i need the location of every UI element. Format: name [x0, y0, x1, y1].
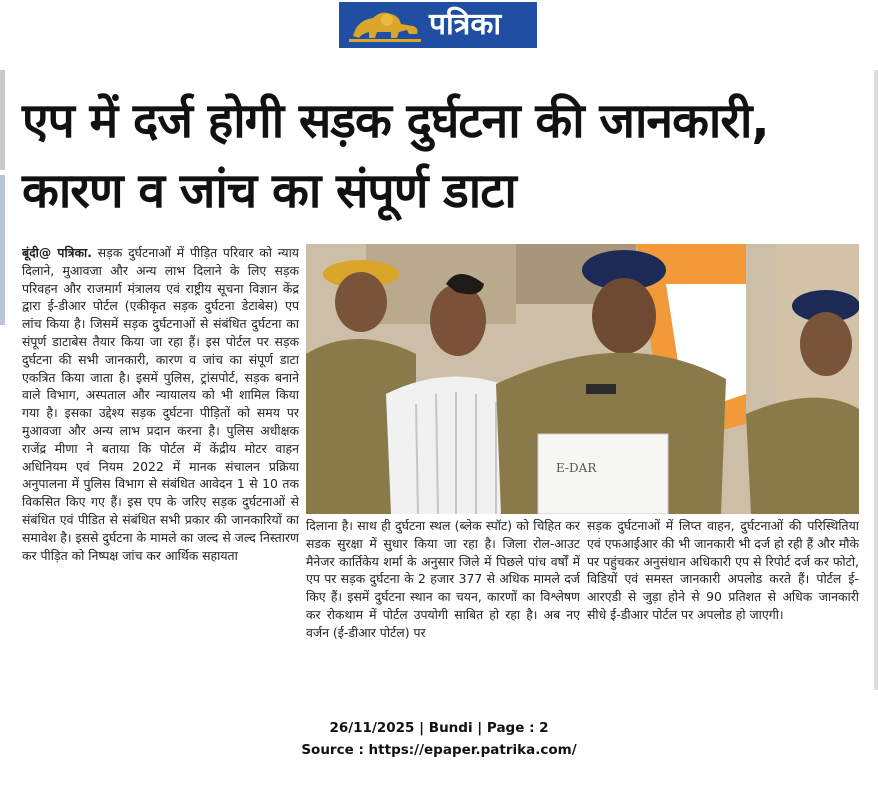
article-column-3: सड़क दुर्घटनाओं में लिप्त वाहन, दुर्घटनाओं की परिस्थितिया एवं एफआईआर की भी जानकारी भी दर्ज हो रही हैं और मौके पर पहुंचकर अनुसंधान अधिकारी एप से रिपोर्ट दर्ज कर फोटो, विडियों एवं समस्त जानकारी अपलोड करते हैं। पोर्टल ई-आरएडी से जुड़ा होने से 90 प्रतिशत से अधिक जानकारी सीधे ई-डीआर पोर्टल पर अपलोड हो जाएगी।	[587, 518, 859, 622]
page-edge-strip	[874, 70, 878, 690]
certificate-text: E-DAR	[556, 461, 597, 475]
footer-source-line: Source : https://epaper.patrika.com/	[301, 742, 577, 758]
news-photo	[306, 244, 859, 514]
masthead-logo	[339, 2, 537, 48]
lion-emblem-icon	[347, 6, 423, 44]
brand-name: पत्रिका	[429, 7, 502, 42]
page-edge-strip	[0, 175, 5, 325]
article-text: सड़क दुर्घटनाओं में पीड़ित परिवार को न्याय दिलाने, मुआवजा और अन्य लाभ दिलाने के लिए सड़क परिवहन और राजमार्ग मंत्रालय एवं राष्ट्रीय सूचना विज्ञान केंद्र द्वारा ई-डीआर पोर्टल (एकीकृत सड़क दुर्घटना डेटाबेस) एप लांच किया है। जिसमें सड़क दुर्घटनाओं से संबंधित दुर्घटना का संपूर्ण डाटाबेस तैयार किया जा रहा हैं। इस पोर्टल पर सड़क दुर्घटना की सभी जानकारी, कारण व जांच का संपूर्ण डाटा एकत्रित किया जाता है। इसमें पुलिस, ट्रांसपोर्ट, सड़क बनाने वाले विभाग, अस्पताल और न्यायालय को भी शामिल किया गया है। इसका उद्देश्य सड़क दुर्घटना पीड़ितों को समय पर मुआवजा और अन्य लाभ प्रदान करना है। पुलिस अधीक्षक राजेंद्र मीणा ने बताया कि पोर्टल में केंद्रीय मोटर वाहन अधिनियम एवं नियम 2022 में मानक संचालन प्रक्रिया अनुपालना में पुलिस विभाग से संबंधित आवेदन 1 से 10 तक विकसित किए गए हैं। इस एप के जरिए सड़क दुर्घटनाओं से संबंधित एवं पीडित से संबंधित सभी प्रकार की जानकारियों का समावेश है। इससे दुर्घटना के मामले का जल्द से जल्द निस्तारण कर पीड़ित को निष्पक्ष जांच कर आर्थिक सहायता	[22, 245, 299, 563]
article-column-1	[22, 244, 299, 684]
page-footer	[0, 717, 878, 761]
article-column-2: दिलाना है। साथ ही दुर्घटना स्थल (ब्लेक स्पॉट) को चिहित कर सडक सुरक्षा में सुधार किया जा रहा है। जिला रोल-आउट मैनेजर कार्तिकेय शर्मा के अनुसार जिले में पिछले पांच वर्षों में एप पर सड़क दुर्घटना के 2 हजार 377 से अधिक मामले दर्ज किए हैं। इसमें दुर्घटना स्थान का चयन, कारणों का विश्लेषण कर रोकथाम में पोर्टल उपयोगी साबित हो रहा है। अब नए वर्जन (ई-डीआर पोर्टल) पर	[306, 518, 580, 640]
dateline: बूंदी@ पत्रिका.	[22, 245, 92, 260]
headline: एप में दर्ज होगी सड़क दुर्घटना की जानकारी, कारण व जांच का संपूर्ण डाटा	[22, 93, 769, 219]
footer-date-line: 26/11/2025 | Bundi | Page : 2	[329, 720, 549, 736]
page-edge-strip	[0, 70, 5, 170]
